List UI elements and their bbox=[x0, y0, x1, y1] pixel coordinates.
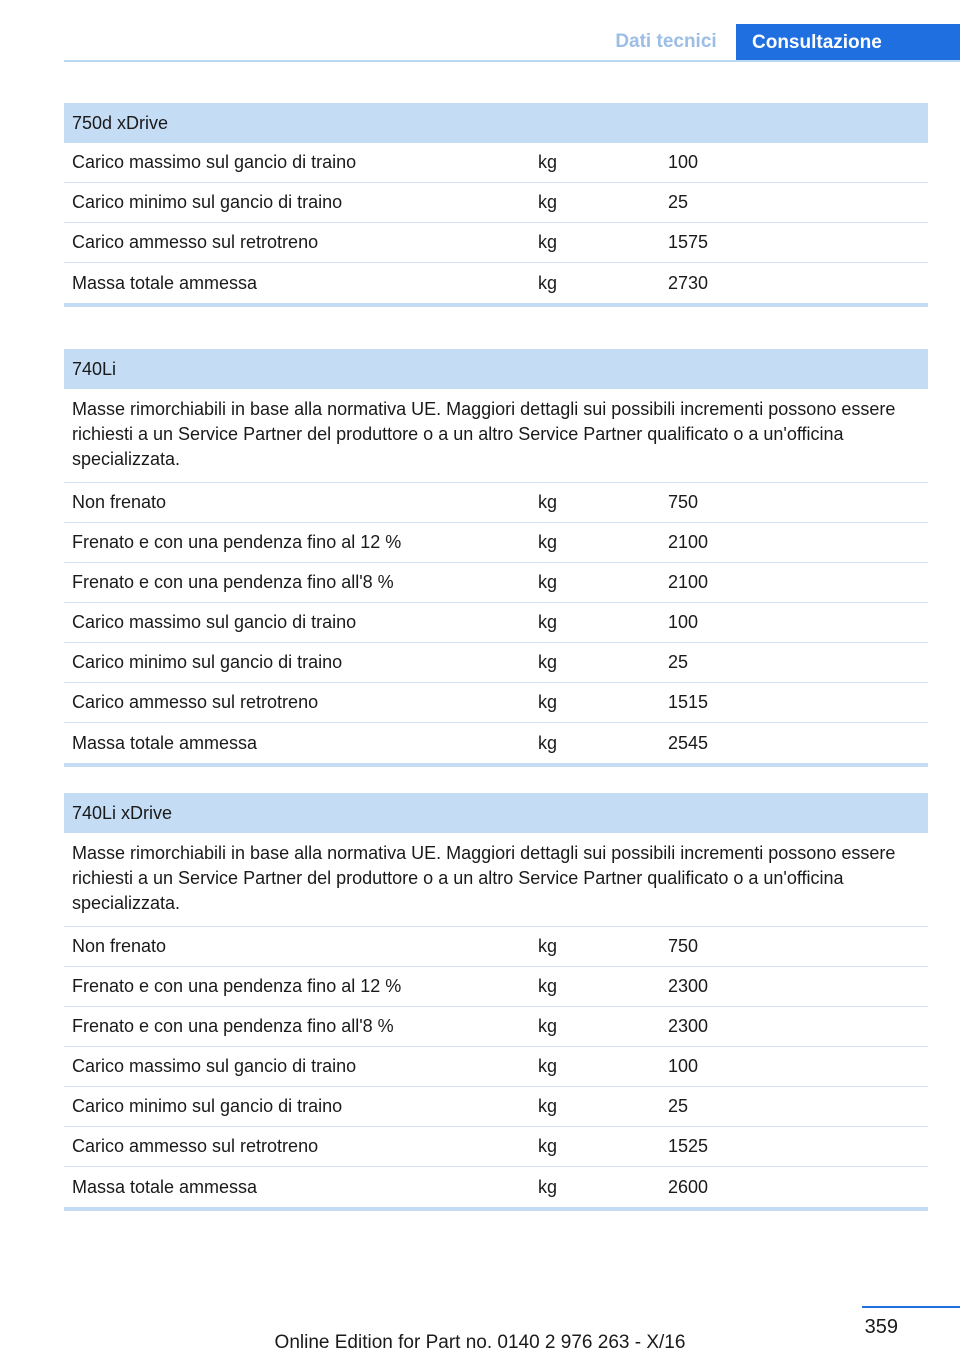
row-value: 100 bbox=[668, 152, 699, 172]
row-unit: kg bbox=[538, 492, 558, 512]
header-divider bbox=[64, 60, 960, 62]
row-value: 2300 bbox=[668, 976, 709, 996]
table-title: 750d xDrive bbox=[64, 103, 928, 143]
edition-note: Online Edition for Part no. 0140 2 976 263 - X/16 bbox=[274, 1332, 686, 1353]
row-label: Carico minimo sul gancio di traino bbox=[72, 1096, 343, 1116]
table-row bbox=[64, 723, 928, 763]
row-unit: kg bbox=[538, 1096, 558, 1116]
row-unit: kg bbox=[538, 532, 558, 552]
row-value: 2545 bbox=[668, 732, 709, 753]
spec-table-750d-xdrive bbox=[64, 103, 928, 307]
row-label: Carico ammesso sul retrotreno bbox=[72, 692, 319, 712]
row-value: 25 bbox=[668, 1096, 689, 1116]
table-row bbox=[64, 927, 928, 967]
tab-consultazione[interactable]: Consultazione bbox=[736, 24, 960, 62]
row-unit: kg bbox=[538, 936, 558, 956]
table-row bbox=[64, 263, 928, 303]
row-value: 25 bbox=[668, 652, 689, 672]
table-row bbox=[64, 223, 928, 263]
row-unit: kg bbox=[538, 152, 558, 172]
row-value: 100 bbox=[668, 1056, 699, 1076]
table-row bbox=[64, 1007, 928, 1047]
row-unit: kg bbox=[538, 192, 558, 212]
table-row bbox=[64, 523, 928, 563]
row-label: Frenato e con una pendenza fino all'8 % bbox=[72, 1016, 394, 1036]
spec-table-740li bbox=[64, 349, 928, 767]
row-label: Frenato e con una pendenza fino all'8 % bbox=[72, 572, 394, 592]
table-row bbox=[64, 603, 928, 643]
row-unit: kg bbox=[538, 692, 558, 712]
row-label: Carico minimo sul gancio di traino bbox=[72, 192, 343, 212]
row-label: Frenato e con una pendenza fino al 12 % bbox=[72, 532, 402, 552]
table-end-rule bbox=[64, 303, 928, 307]
row-label: Carico ammesso sul retrotreno bbox=[72, 1136, 319, 1156]
row-label: Carico massimo sul gancio di traino bbox=[72, 1056, 357, 1076]
table-row bbox=[64, 1047, 928, 1087]
table-note: Masse rimorchiabili in base alla normativa UE. Maggiori dettagli sui possibili incrementi possono essere richiesti a un Service Partner del produttore o a un altro Service Partner qualificato o a un'officina specializzata. bbox=[64, 389, 928, 483]
row-label: Frenato e con una pendenza fino al 12 % bbox=[72, 976, 402, 996]
row-unit: kg bbox=[538, 732, 558, 753]
table-row bbox=[64, 483, 928, 523]
table-note: Masse rimorchiabili in base alla normativa UE. Maggiori dettagli sui possibili incrementi possono essere richiesti a un Service Partner del produttore o a un altro Service Partner qualificato o a un'officina specializzata. bbox=[64, 833, 928, 927]
footer-divider bbox=[862, 1306, 960, 1308]
row-label: Massa totale ammessa bbox=[72, 1176, 258, 1197]
row-unit: kg bbox=[538, 652, 558, 672]
table-row bbox=[64, 143, 928, 183]
row-label: Carico massimo sul gancio di traino bbox=[72, 152, 357, 172]
row-unit: kg bbox=[538, 1136, 558, 1156]
table-row bbox=[64, 683, 928, 723]
row-value: 1575 bbox=[668, 232, 709, 252]
table-row bbox=[64, 183, 928, 223]
table-row bbox=[64, 967, 928, 1007]
row-label: Massa totale ammessa bbox=[72, 732, 258, 753]
row-value: 2100 bbox=[668, 532, 709, 552]
row-value: 1515 bbox=[668, 692, 709, 712]
row-unit: kg bbox=[538, 612, 558, 632]
row-label: Carico ammesso sul retrotreno bbox=[72, 232, 319, 252]
table-title: 740Li xDrive bbox=[64, 793, 928, 833]
row-unit: kg bbox=[538, 1056, 558, 1076]
row-label: Non frenato bbox=[72, 936, 167, 956]
table-row bbox=[64, 1087, 928, 1127]
row-value: 2600 bbox=[668, 1176, 709, 1197]
row-value: 2730 bbox=[668, 272, 709, 293]
row-label: Massa totale ammessa bbox=[72, 272, 258, 293]
page-number: 359 bbox=[864, 1316, 898, 1338]
row-unit: kg bbox=[538, 1176, 558, 1197]
row-value: 25 bbox=[668, 192, 689, 212]
table-end-rule bbox=[64, 763, 928, 767]
row-label: Carico minimo sul gancio di traino bbox=[72, 652, 343, 672]
row-value: 750 bbox=[668, 492, 699, 512]
row-unit: kg bbox=[538, 976, 558, 996]
row-value: 750 bbox=[668, 936, 699, 956]
table-row bbox=[64, 1167, 928, 1207]
row-unit: kg bbox=[538, 232, 558, 252]
row-label: Non frenato bbox=[72, 492, 167, 512]
table-title: 740Li bbox=[64, 349, 928, 389]
tab-dati-tecnici[interactable]: Dati tecnici bbox=[615, 31, 717, 52]
table-row bbox=[64, 1127, 928, 1167]
row-unit: kg bbox=[538, 272, 558, 293]
row-value: 100 bbox=[668, 612, 699, 632]
row-value: 2100 bbox=[668, 572, 709, 592]
row-value: 1525 bbox=[668, 1136, 709, 1156]
table-row bbox=[64, 563, 928, 603]
spec-table-740li-xdrive bbox=[64, 793, 928, 1211]
table-end-rule bbox=[64, 1207, 928, 1211]
table-row bbox=[64, 643, 928, 683]
row-unit: kg bbox=[538, 572, 558, 592]
row-unit: kg bbox=[538, 1016, 558, 1036]
row-label: Carico massimo sul gancio di traino bbox=[72, 612, 357, 632]
row-value: 2300 bbox=[668, 1016, 709, 1036]
